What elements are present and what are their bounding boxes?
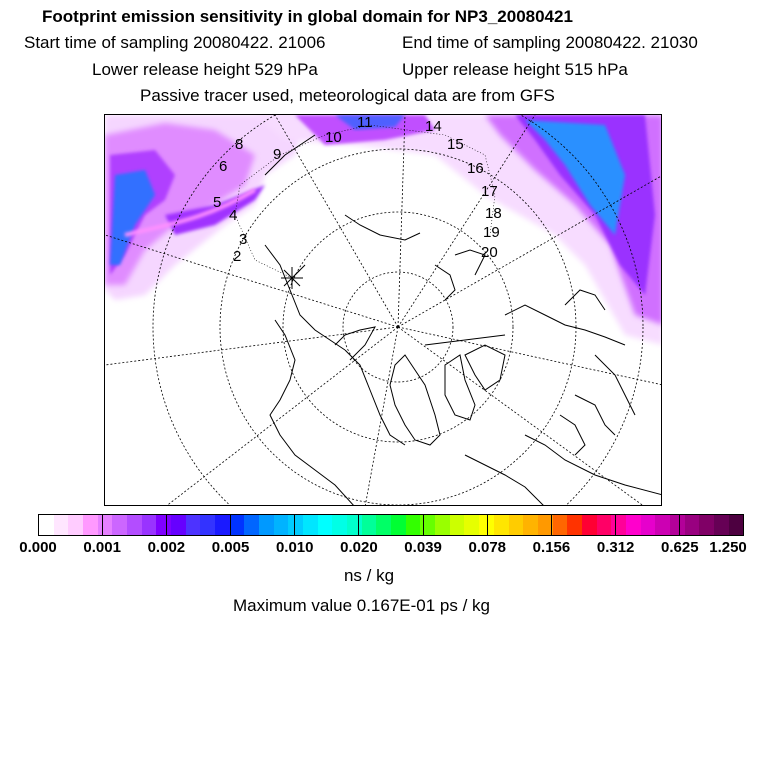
traj-label: 18 — [485, 205, 502, 222]
colorbar-swatch — [582, 515, 597, 535]
release-site-asterisk-marker — [281, 267, 303, 289]
colorbar-tick-label: 0.002 — [147, 539, 186, 556]
colorbar-swatch — [597, 515, 612, 535]
colorbar-swatch — [230, 515, 245, 535]
start-time-label: Start time of sampling 20080422. 21006 — [24, 33, 326, 52]
colorbar-swatch — [494, 515, 509, 535]
traj-label: 11 — [357, 114, 373, 131]
colorbar-units: ns / kg — [343, 566, 395, 585]
colorbar-swatch — [332, 515, 347, 535]
colorbar-swatch — [54, 515, 69, 535]
colorbar-swatch — [39, 515, 54, 535]
traj-label: 15 — [447, 136, 464, 153]
colorbar-swatch — [406, 515, 421, 535]
colorbar-tick-label: 0.010 — [275, 539, 314, 556]
colorbar-tick-label: 0.000 — [19, 539, 57, 556]
colorbar-swatch — [464, 515, 479, 535]
polar-map — [104, 114, 662, 506]
colorbar-swatch — [303, 515, 318, 535]
colorbar-tick — [294, 514, 295, 536]
traj-label: 3 — [239, 231, 248, 248]
colorbar-tick-label: 0.005 — [211, 539, 250, 556]
colorbar-swatch — [376, 515, 391, 535]
colorbar-swatch — [553, 515, 568, 535]
colorbar-swatch — [171, 515, 186, 535]
colorbar-swatch — [641, 515, 656, 535]
colorbar-tick-label: 0.001 — [83, 539, 121, 556]
colorbar-swatch — [362, 515, 377, 535]
colorbar-swatch — [714, 515, 729, 535]
traj-label: 10 — [325, 129, 342, 146]
map-canvas — [105, 115, 662, 506]
colorbar-tick — [551, 514, 552, 536]
colorbar-swatch — [523, 515, 538, 535]
traj-label: 17 — [481, 183, 498, 200]
colorbar-swatch — [215, 515, 230, 535]
colorbar-tick — [679, 514, 680, 536]
tracer-note: Passive tracer used, meteorological data are from GFS — [140, 86, 555, 105]
colorbar-swatch — [83, 515, 98, 535]
colorbar-swatch — [391, 515, 406, 535]
traj-label: 19 — [483, 224, 500, 241]
colorbar-tick-label: 1.250 — [709, 539, 747, 556]
colorbar-tick — [615, 514, 616, 536]
traj-label: 2 — [233, 248, 242, 265]
colorbar-swatch — [142, 515, 157, 535]
colorbar-tick — [230, 514, 231, 536]
colorbar-swatch — [626, 515, 641, 535]
colorbar-swatch — [347, 515, 362, 535]
colorbar-tick-label: 0.156 — [532, 539, 571, 556]
end-time-label: End time of sampling 20080422. 21030 — [402, 33, 698, 52]
colorbar-tick — [358, 514, 359, 536]
colorbar-tick-label: 0.625 — [661, 539, 699, 556]
colorbar-swatch — [435, 515, 450, 535]
colorbar-swatch — [699, 515, 714, 535]
colorbar-tick-label: 0.020 — [340, 539, 378, 556]
colorbar-swatch — [186, 515, 201, 535]
colorbar-swatch — [112, 515, 127, 535]
upper-release-label: Upper release height 515 hPa — [402, 60, 628, 79]
colorbar-swatch — [729, 515, 744, 535]
colorbar-tick-label: 0.078 — [468, 539, 507, 556]
colorbar-swatch — [450, 515, 465, 535]
colorbar-swatch — [156, 515, 171, 535]
colorbar-swatch — [318, 515, 333, 535]
lower-release-label: Lower release height 529 hPa — [92, 60, 318, 79]
colorbar-swatch — [567, 515, 582, 535]
colorbar-swatch — [98, 515, 113, 535]
traj-label: 5 — [213, 194, 222, 211]
traj-label: 4 — [229, 207, 238, 224]
traj-label: 14 — [425, 118, 442, 135]
colorbar-swatch — [244, 515, 259, 535]
colorbar-tick — [487, 514, 488, 536]
colorbar — [38, 514, 744, 536]
colorbar-swatch — [259, 515, 274, 535]
colorbar-swatch — [611, 515, 626, 535]
colorbar-swatch — [68, 515, 83, 535]
colorbar-swatch — [685, 515, 700, 535]
maximum-value-label: Maximum value 0.167E-01 ps / kg — [233, 596, 491, 615]
colorbar-swatch — [655, 515, 670, 535]
traj-label: 6 — [219, 158, 228, 175]
colorbar-swatch — [200, 515, 215, 535]
traj-label: 9 — [273, 146, 282, 163]
colorbar-tick — [102, 514, 103, 536]
colorbar-swatch — [274, 515, 289, 535]
traj-label: 20 — [481, 244, 498, 261]
colorbar-tick-label: 0.312 — [596, 539, 635, 556]
traj-label: 8 — [235, 136, 244, 153]
colorbar-swatch — [670, 515, 685, 535]
figure-title: Footprint emission sensitivity in global domain for NP3_20080421 — [42, 7, 573, 26]
colorbar-swatch — [288, 515, 303, 535]
colorbar-tick-label: 0.039 — [404, 539, 442, 556]
sensitivity-plume-west — [105, 115, 305, 300]
colorbar-swatch — [127, 515, 142, 535]
colorbar-swatch — [509, 515, 524, 535]
colorbar-tick — [423, 514, 424, 536]
colorbar-tick — [166, 514, 167, 536]
traj-label: 16 — [467, 160, 484, 177]
